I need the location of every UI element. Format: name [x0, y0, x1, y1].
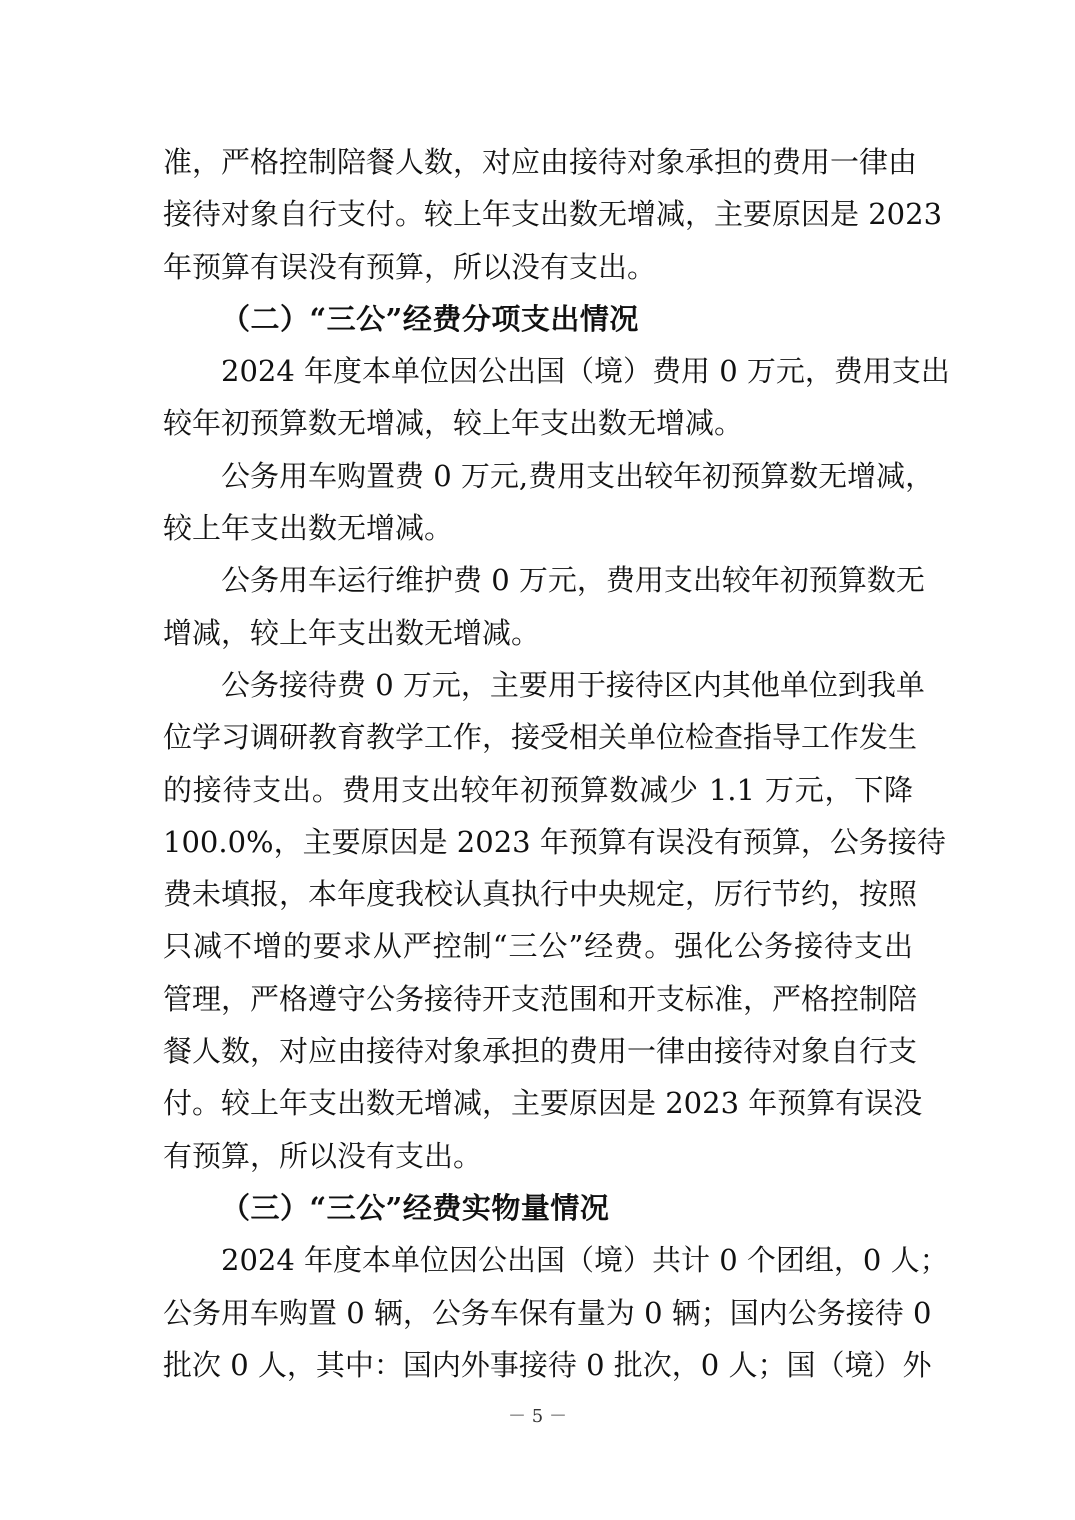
document-body: [163, 136, 950, 1391]
paragraph-line: 公务用车运行维护费 0 万元，费用支出较年初预算数无: [221, 563, 925, 598]
section-heading-3: （三）“三公”经费实物量情况: [221, 1190, 610, 1225]
paragraph-line: 2024 年度本单位因公出国（境）费用 0 万元，费用支出: [221, 354, 950, 389]
paragraph-line: 费未填报，本年度我校认真执行中央规定，厉行节约，按照: [163, 877, 918, 912]
paragraph-line: 年预算有误没有预算，所以没有支出。: [163, 249, 657, 284]
paragraph-line: 有预算，所以没有支出。: [163, 1138, 483, 1173]
paragraph-line: 的接待支出。费用支出较年初预算数减少 1.1 万元，下降: [163, 772, 913, 807]
paragraph-line: 准，严格控制陪餐人数，对应由接待对象承担的费用一律由: [163, 145, 918, 179]
paragraph-line: 较年初预算数无增减，较上年支出数无增减。: [163, 406, 744, 441]
paragraph-line: 公务用车购置费 0 万元,费用支出较年初预算数无增减，: [221, 458, 935, 493]
paragraph-line: 付。较上年支出数无增减，主要原因是 2023 年预算有误没: [163, 1086, 923, 1121]
paragraph-line: 接待对象自行支付。较上年支出数无增减，主要原因是 2023: [163, 197, 943, 232]
paragraph-line: 公务接待费 0 万元，主要用于接待区内其他单位到我单: [221, 667, 925, 702]
paragraph-line: 较上年支出数无增减。: [163, 511, 454, 546]
section-heading-2: （二）“三公”经费分项支出情况: [221, 301, 639, 336]
paragraph-line: 2024 年度本单位因公出国（境）共计 0 个团组，0 人；: [221, 1243, 949, 1278]
paragraph-line: 增减，较上年支出数无增减。: [163, 615, 541, 650]
paragraph-line: 批次 0 人，其中：国内外事接待 0 批次，0 人；国（境）外: [163, 1347, 932, 1382]
paragraph-line: 100.0%，主要原因是 2023 年预算有误没有预算，公务接待: [163, 824, 946, 859]
paragraph-line: 管理，严格遵守公务接待开支范围和开支标准，严格控制陪: [163, 981, 918, 1016]
paragraph-line: 位学习调研教育教学工作，接受相关单位检查指导工作发生: [163, 720, 918, 755]
page-number: － 5 －: [508, 1406, 567, 1427]
paragraph-line: 只减不增的要求从严控制“三公”经费。强化公务接待支出: [163, 929, 913, 964]
paragraph-line: 餐人数，对应由接待对象承担的费用一律由接待对象自行支: [163, 1034, 918, 1069]
paragraph-line: 公务用车购置 0 辆，公务车保有量为 0 辆；国内公务接待 0: [163, 1295, 932, 1330]
